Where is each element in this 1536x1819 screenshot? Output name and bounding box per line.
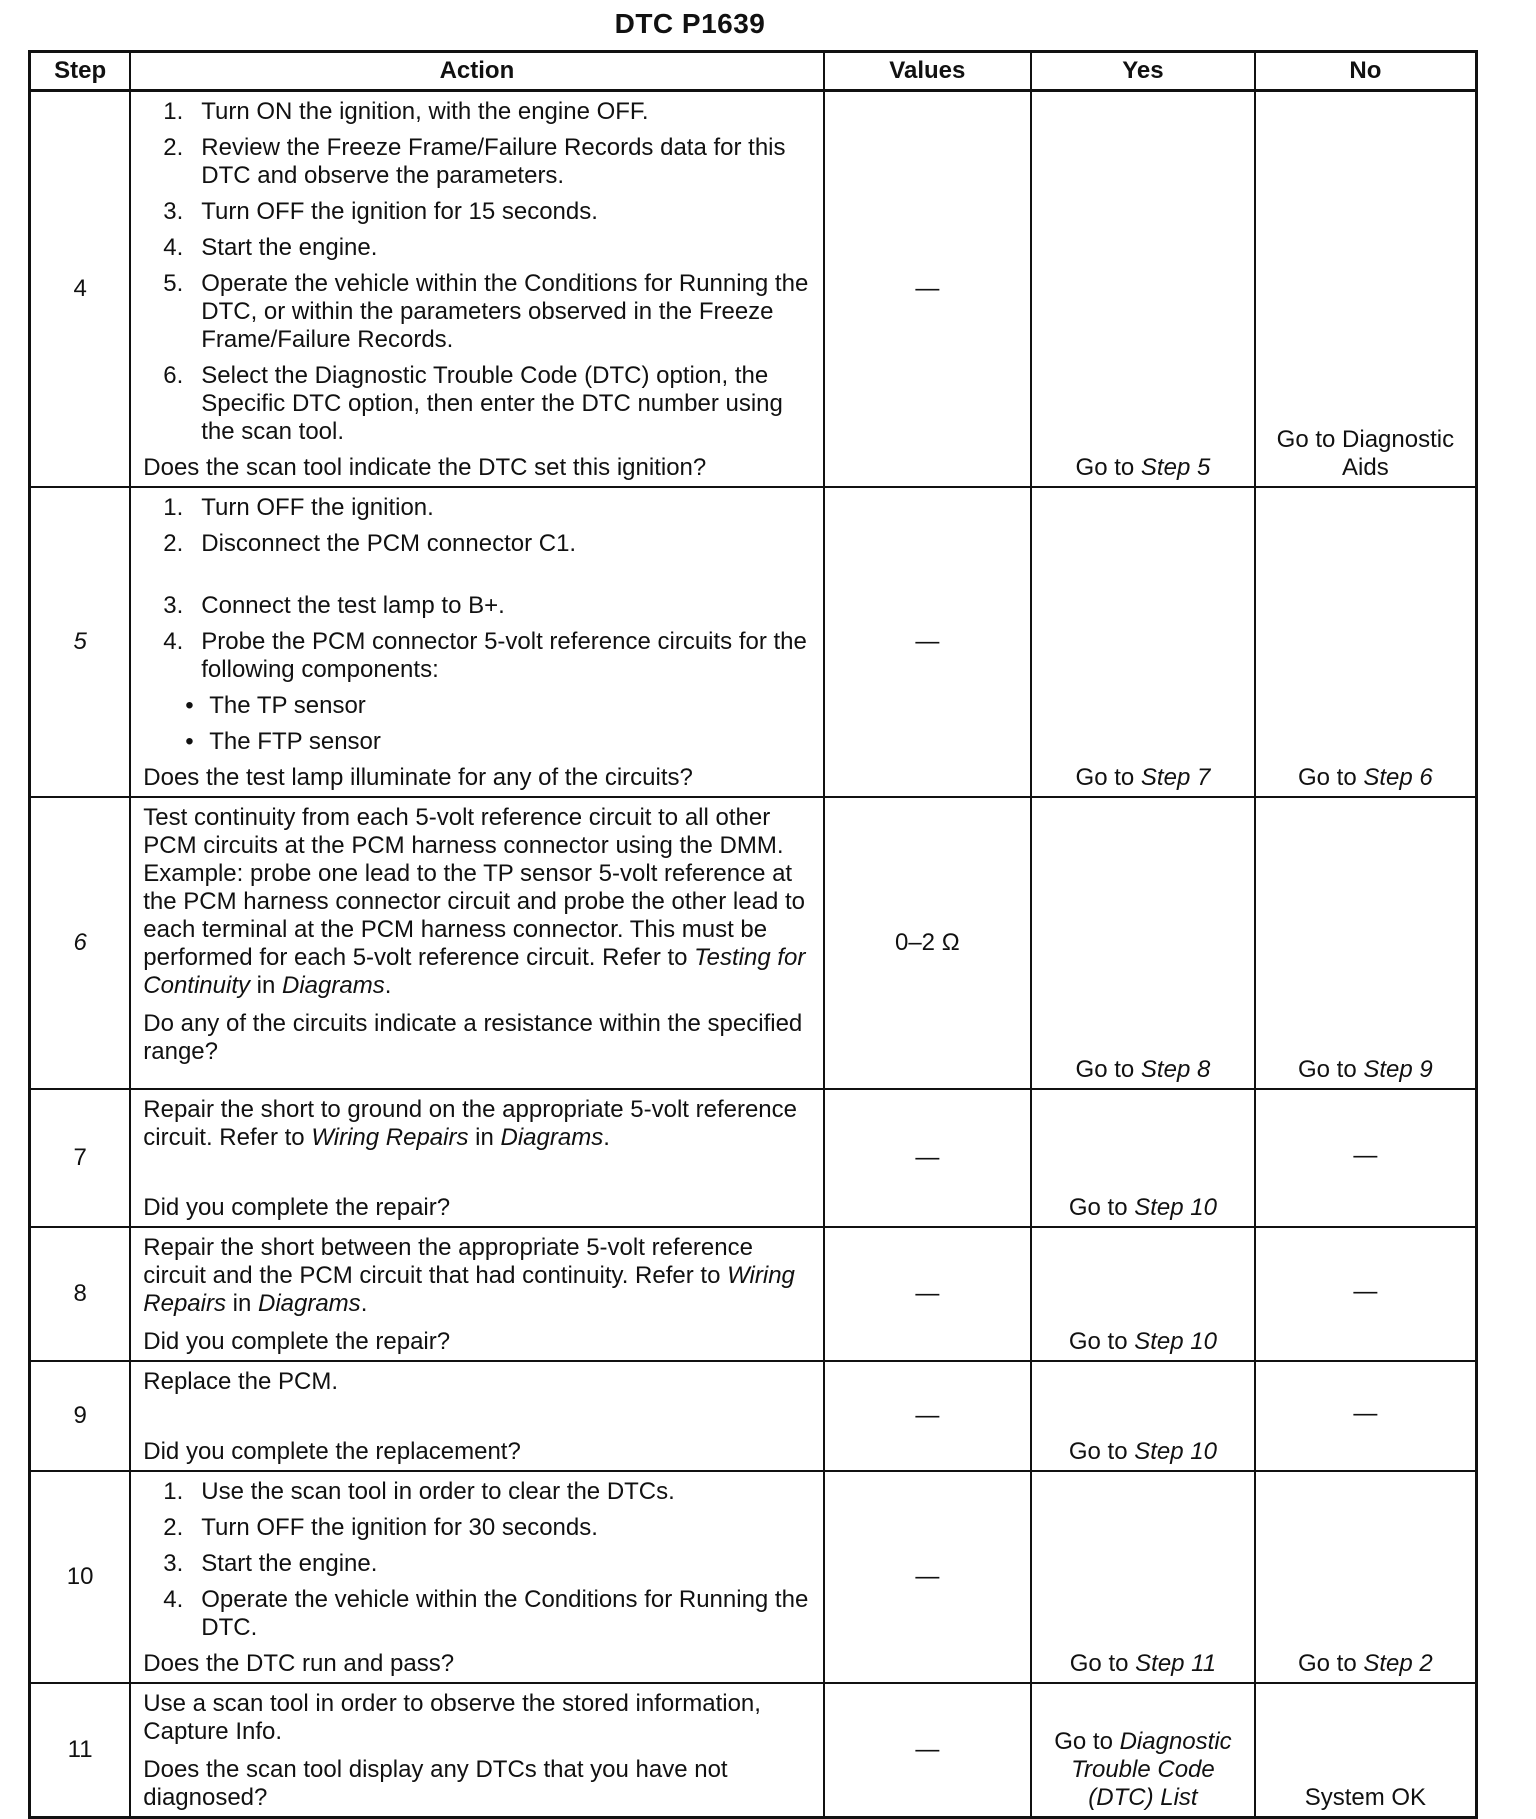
step-question: Does the DTC run and pass? <box>143 1650 455 1677</box>
list-item: 4. Operate the vehicle within the Conditions for Running the DTC. <box>163 1586 809 1641</box>
step-action <box>130 487 823 797</box>
step-action <box>130 1683 823 1818</box>
step-number: 4 <box>30 91 131 488</box>
instruction-list <box>143 494 810 756</box>
step-number: 10 <box>30 1471 131 1683</box>
step-value: — <box>824 1089 1032 1227</box>
diagnostic-table <box>28 50 1478 1819</box>
step-instruction: Repair the short to ground on the appropriate 5-volt reference circuit. Refer to Wiring Repairs in Diagrams. <box>143 1096 797 1151</box>
list-item: 2. Review the Freeze Frame/Failure Records data for this DTC and observe the parameters. <box>163 134 786 189</box>
yes-result: Go to Step 7 <box>1031 487 1255 797</box>
page-title: DTC P1639 <box>614 8 766 39</box>
table-row <box>30 797 1477 1089</box>
step-instruction: Repair the short between the appropriate 5-volt reference circuit and the PCM circuit that had continuity. Refer to Wiring Repairs in Diagrams. <box>143 1234 795 1317</box>
table-row <box>30 487 1477 797</box>
list-item: 2. Disconnect the PCM connector C1. <box>163 530 577 557</box>
step-question: Does the scan tool display any DTCs that you have not diagnosed? <box>143 1756 728 1811</box>
step-action <box>130 1089 823 1227</box>
list-item: • The TP sensor <box>185 692 366 719</box>
yes-result: Go to Step 10 <box>1031 1361 1255 1471</box>
yes-result: Go to Step 10 <box>1031 1227 1255 1361</box>
step-action <box>130 1471 823 1683</box>
step-instruction: Test continuity from each 5-volt reference circuit to all other PCM circuits at the PCM harness connector using the DMM. Example: probe one lead to the TP sensor 5-volt reference at the PCM harness connector circuit and probe the other lead to each terminal at the PCM harness connector. This must be performed for each 5-volt reference circuit. Refer to Testing for Continuity in Diagrams. <box>143 804 806 999</box>
step-action <box>130 1361 823 1471</box>
instruction-list <box>143 98 810 446</box>
step-number: 9 <box>30 1361 131 1471</box>
table-row <box>30 1471 1477 1683</box>
instruction-list <box>143 1478 810 1642</box>
list-item: 1. Use the scan tool in order to clear the DTCs. <box>163 1478 675 1505</box>
list-item: 1. Turn ON the ignition, with the engine OFF. <box>163 98 649 125</box>
step-number: 11 <box>30 1683 131 1818</box>
step-action <box>130 797 823 1089</box>
table-header-row <box>30 52 1477 91</box>
step-number: 5 <box>30 487 131 797</box>
list-item: 3. Start the engine. <box>163 1550 378 1577</box>
step-value: 0–2 Ω <box>824 797 1032 1089</box>
list-item: 4. Probe the PCM connector 5-volt reference circuits for the following components: • The TP sensor • The FTP sensor <box>143 628 810 756</box>
table-row <box>30 1683 1477 1818</box>
column-header-values: Values <box>824 52 1032 91</box>
no-result: System OK <box>1255 1683 1477 1818</box>
yes-result: Go to Step 11 <box>1031 1471 1255 1683</box>
no-result: — <box>1255 1089 1477 1227</box>
step-instruction: Replace the PCM. <box>143 1368 339 1395</box>
list-item: 3. Turn OFF the ignition for 15 seconds. <box>163 198 598 225</box>
no-result: — <box>1255 1361 1477 1471</box>
step-question: Did you complete the repair? <box>143 1194 451 1221</box>
no-result: Go to Step 2 <box>1255 1471 1477 1683</box>
column-header-no: No <box>1255 52 1477 91</box>
step-value: — <box>824 1361 1032 1471</box>
column-header-action: Action <box>130 52 823 91</box>
table-row <box>30 1089 1477 1227</box>
step-question: Did you complete the repair? <box>143 1328 451 1355</box>
list-item: 1. Turn OFF the ignition. <box>163 494 434 521</box>
step-action <box>130 91 823 488</box>
list-item: 3. Connect the test lamp to B+. <box>163 592 505 619</box>
table-row <box>30 1361 1477 1471</box>
step-value: — <box>824 487 1032 797</box>
no-result: Go to Diagnostic Aids <box>1255 91 1477 488</box>
column-header-yes: Yes <box>1031 52 1255 91</box>
yes-result: Go to Step 8 <box>1031 797 1255 1089</box>
step-instruction: Use a scan tool in order to observe the stored information, Capture Info. <box>143 1690 761 1745</box>
list-item: • The FTP sensor <box>185 728 381 755</box>
list-item: 4. Start the engine. <box>163 234 378 261</box>
step-action <box>130 1227 823 1361</box>
step-value: — <box>824 1683 1032 1818</box>
table-row <box>30 91 1477 488</box>
yes-result: Go to Step 10 <box>1031 1089 1255 1227</box>
step-value: — <box>824 91 1032 488</box>
step-question: Do any of the circuits indicate a resistance within the specified range? <box>143 1010 803 1065</box>
no-result: Go to Step 9 <box>1255 797 1477 1089</box>
step-question: Did you complete the replacement? <box>143 1438 521 1465</box>
step-value: — <box>824 1471 1032 1683</box>
step-value: — <box>824 1227 1032 1361</box>
list-item: 6. Select the Diagnostic Trouble Code (DTC) option, the Specific DTC option, then enter the DTC number using the scan tool. <box>163 362 783 445</box>
step-number: 6 <box>30 797 131 1089</box>
step-number: 7 <box>30 1089 131 1227</box>
no-result: — <box>1255 1227 1477 1361</box>
list-item: 2. Turn OFF the ignition for 30 seconds. <box>163 1514 598 1541</box>
table-row <box>30 1227 1477 1361</box>
step-question: Does the scan tool indicate the DTC set this ignition? <box>143 454 707 481</box>
yes-result: Go to Step 5 <box>1031 91 1255 488</box>
step-question: Does the test lamp illuminate for any of the circuits? <box>143 764 693 791</box>
yes-result: Go to Diagnostic Trouble Code (DTC) List <box>1031 1683 1255 1818</box>
column-header-step: Step <box>30 52 131 91</box>
no-result: Go to Step 6 <box>1255 487 1477 797</box>
step-number: 8 <box>30 1227 131 1361</box>
list-item: 5. Operate the vehicle within the Conditions for Running the DTC, or within the parameters observed in the Freeze Frame/Failure Records. <box>163 270 809 353</box>
component-list <box>143 692 810 756</box>
